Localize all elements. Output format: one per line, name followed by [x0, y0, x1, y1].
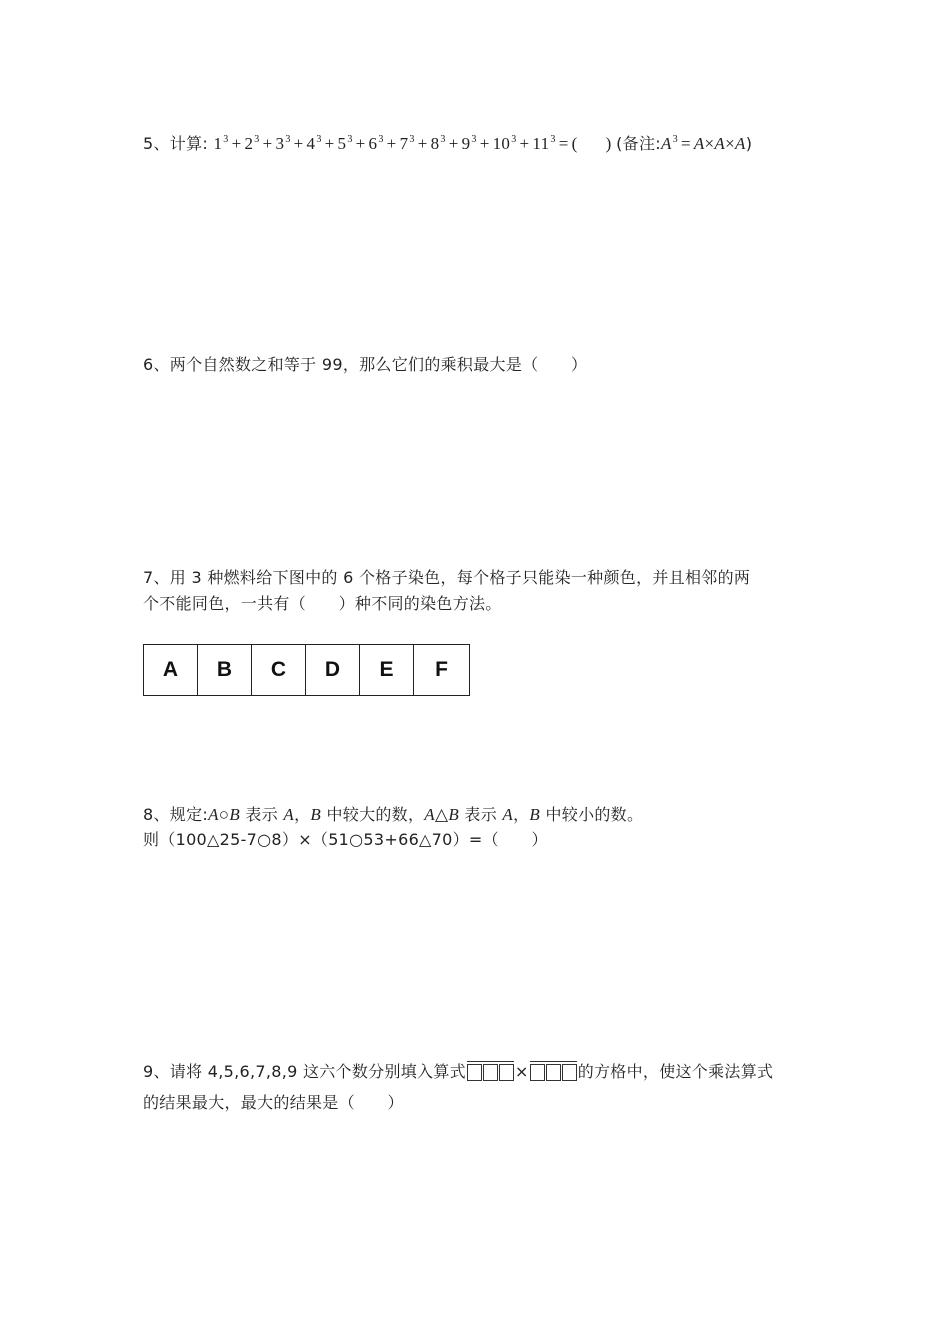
question-6: 6、两个自然数之和等于 99，那么它们的乘积最大是（ ） — [143, 355, 588, 374]
three-digit-box-2 — [530, 1061, 577, 1081]
question-7-line-2: 个不能同色，一共有（ ）种不同的染色方法。 — [143, 594, 502, 613]
q5-term-1: $1^3$ — [213, 134, 229, 153]
q5-term-6: $6^3$ — [368, 134, 384, 153]
question-5 — [143, 130, 752, 154]
question-9-line-2: 的结果最大，最大的结果是（ ） — [143, 1093, 404, 1112]
question-8-line-1: 8、规定:A○B 表示 A，B 中较大的数，A△B 表示 A，B 中较小的数。 — [143, 805, 644, 824]
q5-term-5: $5^3$ — [337, 134, 353, 153]
three-digit-box-1 — [467, 1061, 514, 1081]
q8-op-min: A△B — [424, 805, 460, 824]
grid-cell-e: E — [360, 645, 414, 695]
grid-cell-f: F — [435, 658, 448, 681]
coloring-grid — [143, 644, 470, 696]
q5-term-3: $3^3$ — [275, 134, 291, 153]
question-9-line-1: 9、请将 4,5,6,7,8,9 这六个数分别填入算式 × 的方格中，使这个乘法算式 — [143, 1062, 774, 1081]
q5-term-7: $7^3$ — [399, 134, 415, 153]
q5-expression: $1^3 + 2^3 + 3^3 + 4^3 + 5^3 + 6^3 + 7^3 + 8^3 + 9^3 + 10^3 + 11^3$ = ( ) — [213, 134, 612, 153]
grid-cell-c: C — [252, 645, 306, 695]
q8-op-max: A○B — [208, 805, 241, 824]
grid-cell-b: B — [198, 645, 252, 695]
question-8-line-2: 则（100△25-7○8）×（51○53+66△70）=（ ） — [143, 830, 548, 849]
grid-cell-d: D — [306, 645, 360, 695]
q5-prefix: 5、计算: — [143, 134, 209, 153]
grid-cell-a: A — [144, 645, 198, 695]
question-7-line-1: 7、用 3 种燃料给下图中的 6 个格子染色，每个格子只能染一种颜色，并且相邻的两 — [143, 568, 751, 587]
q5-answer-blank: ( ) — [571, 134, 612, 153]
q5-term-8: $8^3$ — [430, 134, 446, 153]
q5-term-11: $11^3$ — [532, 134, 556, 153]
q5-term-2: $2^3$ — [244, 134, 260, 153]
q5-note: (备注$:A^3 = A\times A\times A$) — [616, 134, 753, 153]
q5-term-4: $4^3$ — [306, 134, 322, 153]
q5-term-10: $10^3$ — [492, 134, 517, 153]
q5-term-9: $9^3$ — [461, 134, 477, 153]
